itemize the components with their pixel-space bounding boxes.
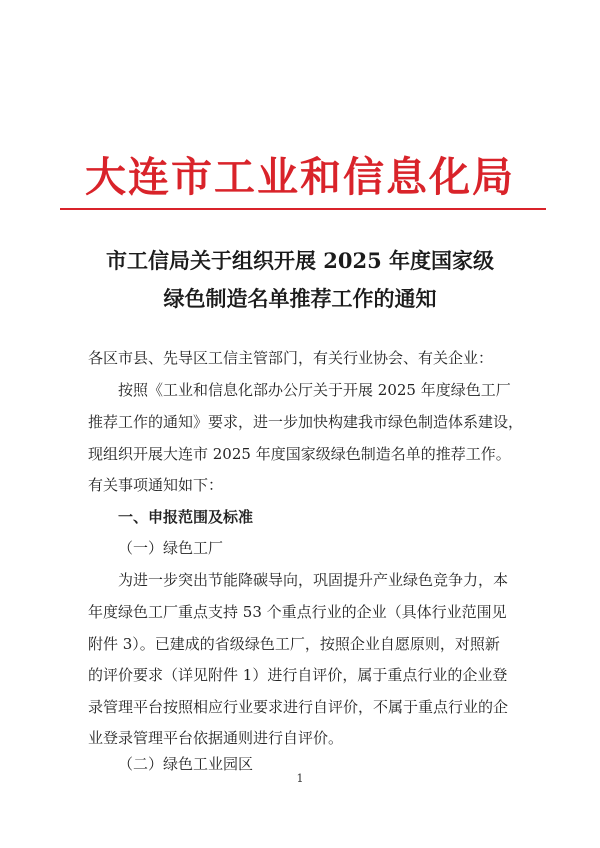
intro-line: 有关事项通知如下：: [88, 476, 224, 494]
paragraph-line: 的评价要求（详见附件 1）进行自评价，属于重点行业的企业登: [88, 666, 508, 684]
document-title-line-2: 绿色制造名单推荐工作的通知: [163, 286, 437, 311]
paragraph-line: 年度绿色工厂重点支持 53 个重点行业的企业（具体行业范围见: [88, 603, 507, 621]
paragraph-line: 为进一步突出节能降碳导向，巩固提升产业绿色竞争力，本: [118, 571, 509, 589]
intro-line: 现组织开展大连市 2025 年度国家级绿色制造名单的推荐工作。: [88, 445, 511, 463]
intro-line: 按照《工业和信息化部办公厅关于开展 2025 年度绿色工厂: [118, 381, 511, 399]
document-title-line-1: 市工信局关于组织开展 2025 年度国家级: [105, 248, 495, 273]
subsection-heading-2: （二）绿色工业园区: [118, 755, 254, 773]
subsection-heading-1: （一）绿色工厂: [118, 539, 224, 557]
salutation: 各区市县、先导区工信主管部门，有关行业协会、有关企业：: [88, 349, 494, 367]
paragraph-line: 录管理平台按照相应行业要求进行自评价，不属于重点行业的企: [88, 698, 509, 716]
paragraph-line: 附件 3）。已建成的省级绿色工厂，按照企业自愿原则，对照新: [88, 635, 500, 653]
masthead-title: 大连市工业和信息化局: [85, 153, 515, 201]
masthead-red-rule: [60, 208, 546, 210]
intro-line: 推荐工作的通知》要求，进一步加快构建我市绿色制造体系建设，: [88, 413, 524, 431]
paragraph-line: 业登录管理平台依据通则进行自评价。: [88, 729, 344, 747]
page-number: 1: [296, 772, 304, 785]
section-heading-1: 一、申报范围及标准: [118, 508, 254, 526]
